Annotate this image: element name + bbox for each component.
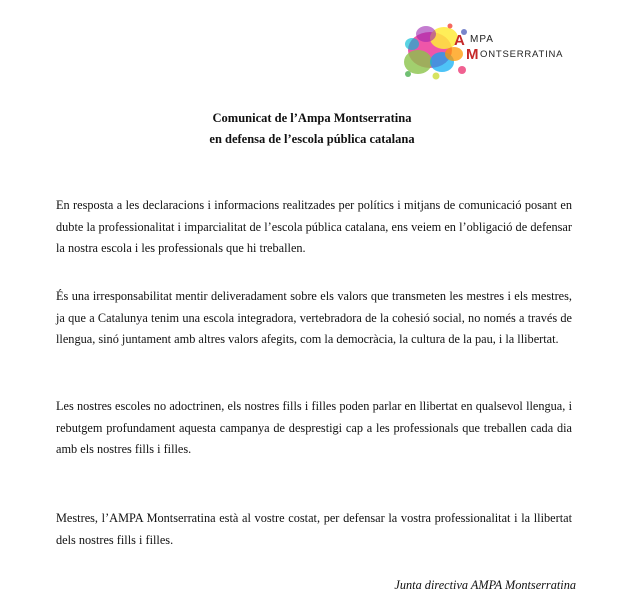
paint-splash-icon [402,18,492,84]
title-line-1: Comunicat de l’Ampa Montserratina [212,111,412,125]
paragraph-1: En resposta a les declaracions i informacions realitzades per polítics i mitjans de comunicació posant en dubte la professionalitat i imparcialitat de l’escola pública catalana, ens veiem en l’obligació de defensar la nostra escola i les professionals que hi treballen. [56,198,572,255]
paragraph-3: Les nostres escoles no adoctrinen, els nostres fills i filles poden parlar en llibertat en qualsevol llengua, i rebutgem profundament aquesta campanya de desprestigi cap a les professionals que treballen cada dia amb els nostres fills i filles. [56,399,572,456]
paragraph-4: Mestres, l’AMPA Montserratina està al vostre costat, per defensar la vostra professionalitat i la llibertat dels nostres fills i filles. [56,511,572,547]
logo-text-top: MPA [470,34,494,45]
logo-text-bottom: ONTSERRATINA [480,49,564,60]
logo-initial-a: A [454,32,465,49]
document-title [0,108,624,150]
paragraph-2: És una irresponsabilitat mentir deliveradament sobre els valors que transmeten les mestres i els mestres, ja que a Catalunya tenim una escola integradora, vertebradora de la cohesió social, no només a través de llengua, sinó juntament amb altres valors afegits, com la democràcia, la cultura de la pau, i la llibertat. [56,289,572,346]
signature: Junta directiva AMPA Montserratina [394,578,576,592]
title-line-2: en defensa de l’escola pública catalana [209,132,415,146]
logo-initial-m: M [466,46,479,63]
ampa-logo [402,18,577,84]
